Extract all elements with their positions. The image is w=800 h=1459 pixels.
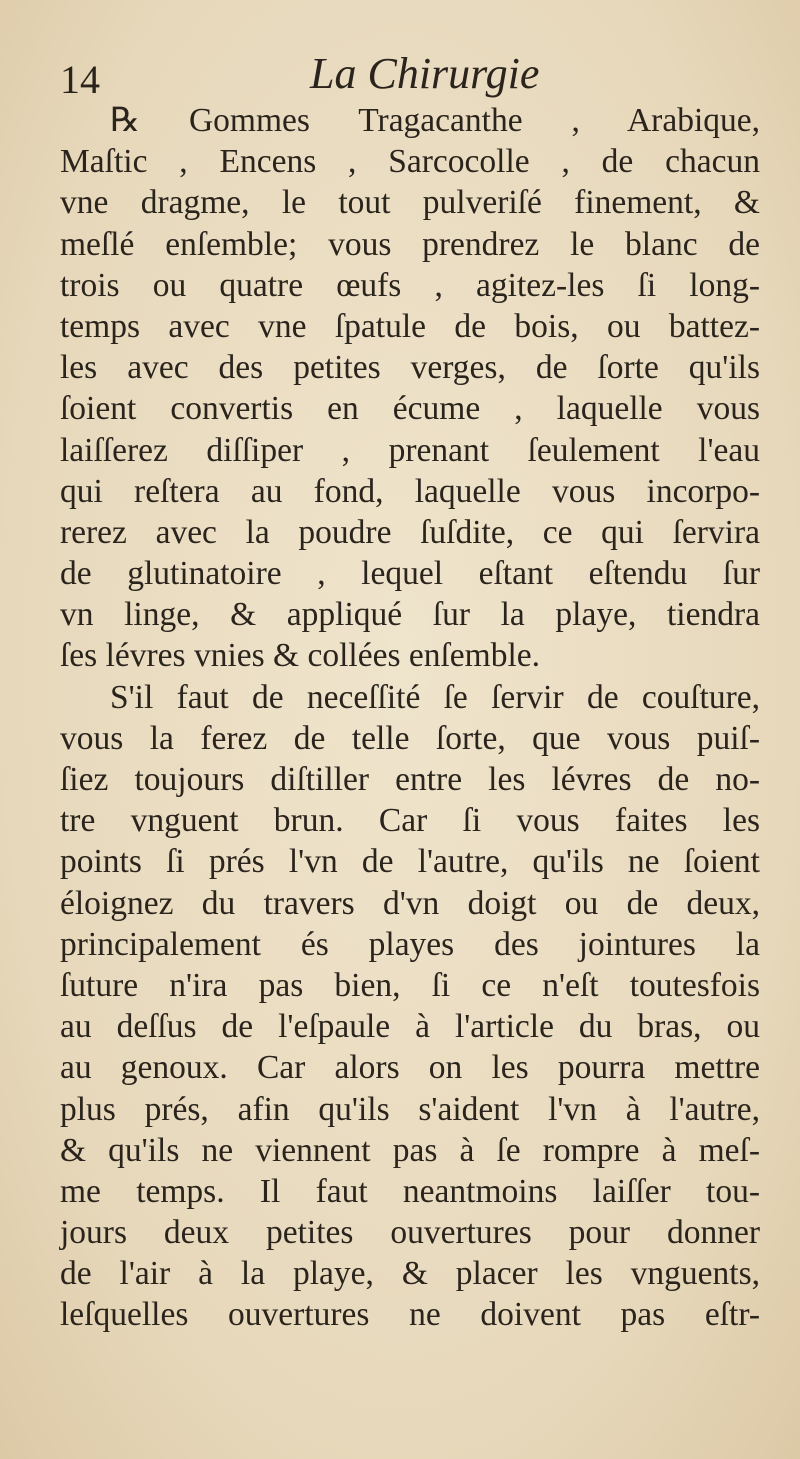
- text-line: ſes lévres vnies & collées enſemble.: [60, 637, 541, 675]
- text-line: vn linge, & appliqué ſur la playe, tiendra: [60, 596, 760, 634]
- page-header: [60, 48, 740, 108]
- text-line: au deſſus de l'eſpaule à l'article du bras, ou: [60, 1008, 760, 1046]
- text-line: tre vnguent brun. Car ſi vous faites les: [60, 802, 760, 840]
- text-line: laiſſerez diſſiper , prenant ſeulement l'eau: [60, 431, 760, 469]
- text-line: éloignez du travers d'vn doigt ou de deux,: [60, 884, 760, 922]
- text-line: points ſi prés l'vn de l'autre, qu'ils ne ſoient: [60, 843, 760, 881]
- text-line: plus prés, afin qu'ils s'aident l'vn à l'autre,: [60, 1090, 760, 1128]
- text-line: les avec des petites verges, de ſorte qu'ils: [60, 349, 760, 387]
- text-line: vne dragme, le tout pulveriſé finement, &: [60, 184, 760, 222]
- body-text: [60, 100, 760, 1336]
- text-line: jours deux petites ouvertures pour donner: [60, 1214, 760, 1252]
- running-title: La Chirurgie: [310, 49, 540, 98]
- text-line: ſoient convertis en écume , laquelle vous: [60, 390, 760, 428]
- text-line: rerez avec la poudre ſuſdite, ce qui ſervira: [60, 513, 760, 551]
- text-line: vous la ferez de telle ſorte, que vous puiſ-: [60, 719, 760, 757]
- text-line: Maſtic , Encens , Sarcocolle , de chacun: [60, 143, 760, 181]
- text-line: principalement és playes des jointures la: [60, 925, 760, 963]
- text-line: meſlé enſemble; vous prendrez le blanc de: [60, 225, 760, 263]
- text-line: leſquelles ouvertures ne doivent pas eſtr-: [60, 1296, 760, 1334]
- text-line: & qu'ils ne viennent pas à ſe rompre à meſ-: [60, 1131, 760, 1169]
- text-line: trois ou quatre œufs , agitez-les ſi long-: [60, 266, 760, 304]
- text-line: ſuture n'ira pas bien, ſi ce n'eſt toutesfois: [60, 966, 760, 1004]
- text-line: ſiez toujours diſtiller entre les lévres de no-: [60, 761, 760, 798]
- text-line: de glutinatoire , lequel eſtant eſtendu ſur: [60, 555, 760, 593]
- text-line: temps avec vne ſpatule de bois, ou battez-: [60, 307, 760, 345]
- text-line: S'il faut de neceſſité ſe ſervir de couſture,: [110, 678, 760, 716]
- page-number: 14: [60, 57, 100, 102]
- text-line: au genoux. Car alors on les pourra mettre: [60, 1049, 760, 1087]
- text-line: me temps. Il faut neantmoins laiſſer tou-: [60, 1172, 760, 1210]
- text-line: qui reſtera au fond, laquelle vous incorpo-: [60, 472, 760, 510]
- text-line: de l'air à la playe, & placer les vnguents,: [60, 1255, 760, 1293]
- text-line: ℞ Gommes Tragacanthe , Arabique,: [110, 102, 760, 139]
